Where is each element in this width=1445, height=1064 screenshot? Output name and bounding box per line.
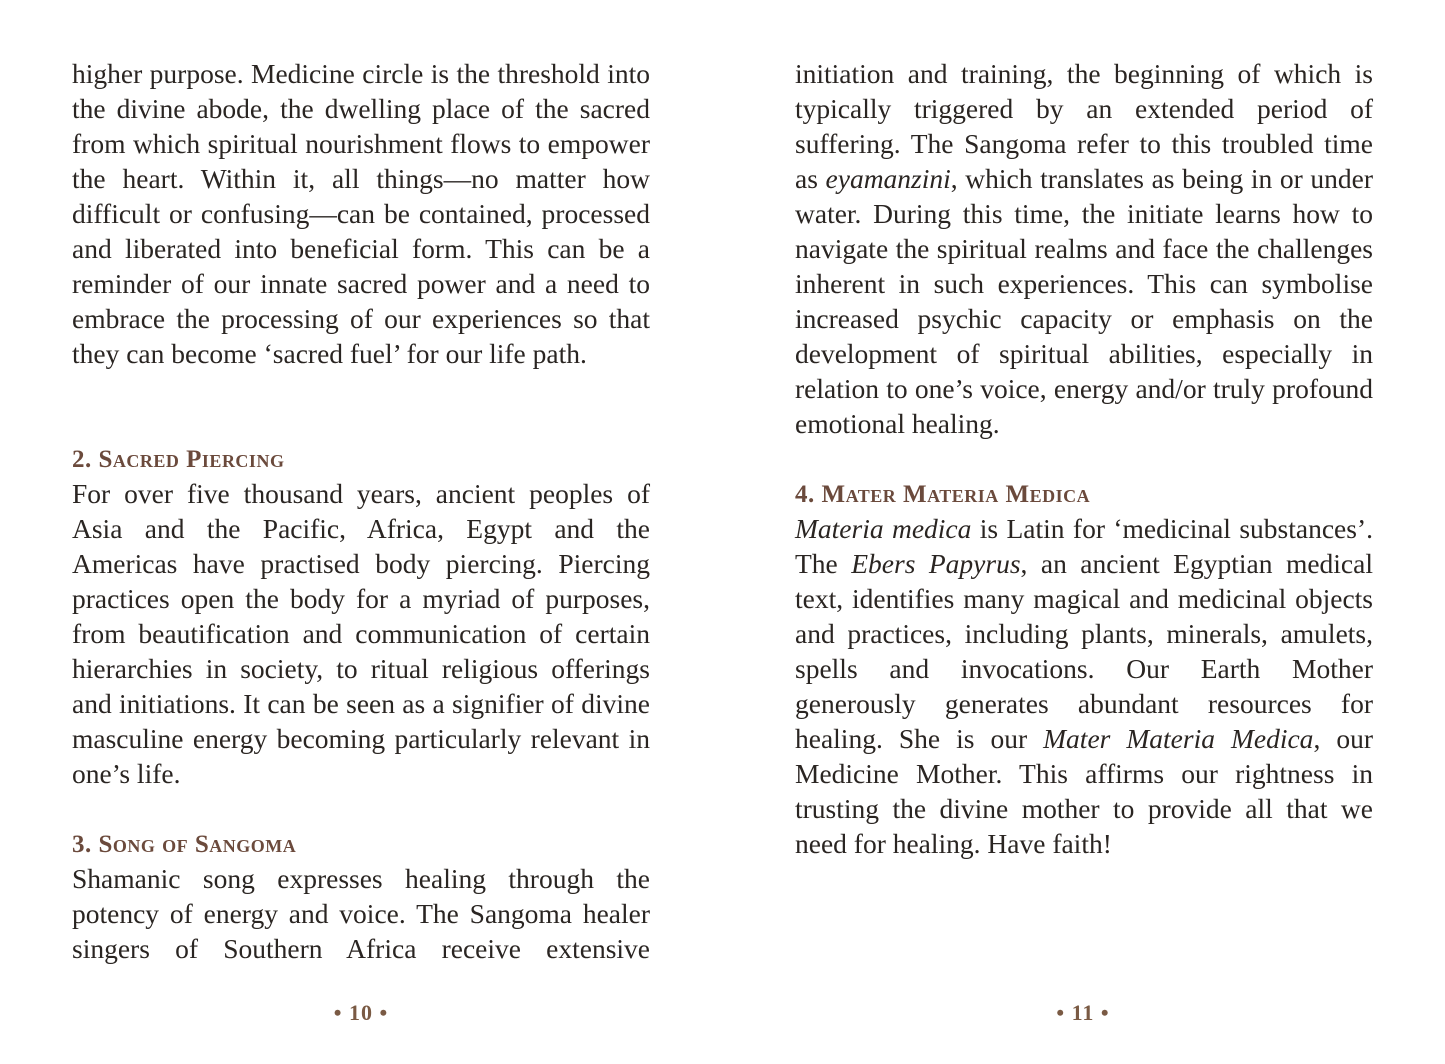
section-heading-song-of-sangoma: 3. Song of Sangoma bbox=[72, 831, 297, 858]
continued-paragraph-right bbox=[795, 56, 1373, 441]
section-heading-sacred-piercing: 2. Sacred Piercing bbox=[72, 446, 285, 473]
text-run: is Latin for ‘medicinal substances’. The bbox=[795, 513, 1373, 579]
text-run: , our Medicine Mother. This affirms our rightness in trusting the divine mother to provide all that we need for healing. Have faith! bbox=[795, 723, 1373, 859]
italic-term-materia-medica: Materia medica bbox=[795, 513, 972, 544]
italic-term-ebers-papyrus: Ebers Papyrus bbox=[851, 548, 1021, 579]
page-number-left: • 10 • bbox=[333, 1000, 389, 1025]
text-run: , which translates as being in or under water. During this time, the initiate learns how to navigate the spiritual realms and face the challenges inherent in such experiences. This can symbolise increased psychic capacity or emphasis on the development of spiritual abilities, especially in relation to one’s voice, energy and/or truly profound emotional healing. bbox=[795, 163, 1373, 439]
section-text-sacred-piercing: For over five thousand years, ancient peoples of Asia and the Pacific, Africa, Egypt and the Americas have practised body piercing. Piercing practices open the body for a myriad of purposes, from beautification and communication of certain hierarchies in society, to ritual religious offerings and initiations. It can be seen as a signifier of divine masculine energy becoming particularly relevant in one’s life. bbox=[72, 478, 650, 789]
text-run: initiation and training, the beginning of which is typically triggered by an extended period of suffering. The Sangoma refer to this troubled time as bbox=[795, 58, 1373, 194]
italic-term-mater-materia-medica: Mater Materia Medica bbox=[1043, 723, 1314, 754]
section-text-mater-materia-medica bbox=[795, 511, 1373, 861]
italic-term-eyamanzini: eyamanzini bbox=[825, 163, 951, 194]
page-number-right: • 11 • bbox=[1056, 1000, 1110, 1025]
continued-paragraph: higher purpose. Medicine circle is the threshold into the divine abode, the dwelling place of the sacred from which spiritual nourishment flows to empower the heart. Within it, all things—no matter how difficult or confusing—can be contained, processed and liberated into beneficial form. This can be a reminder of our innate sacred power and a need to embrace the processing of our experiences so that they can become ‘sacred fuel’ for our life path. bbox=[72, 58, 650, 369]
section-text-song-of-sangoma: Shamanic song expresses healing through the potency of energy and voice. The Sangoma healer singers of Southern Africa receive extensive bbox=[72, 863, 650, 964]
section-heading-mater-materia-medica: 4. Mater Materia Medica bbox=[795, 481, 1091, 508]
text-run: , an ancient Egyptian medical text, identifies many magical and medicinal objects and practices, including plants, minerals, amulets, spells and invocations. Our Earth Mother generously generates abundant resources for healing. She is our bbox=[795, 548, 1373, 754]
